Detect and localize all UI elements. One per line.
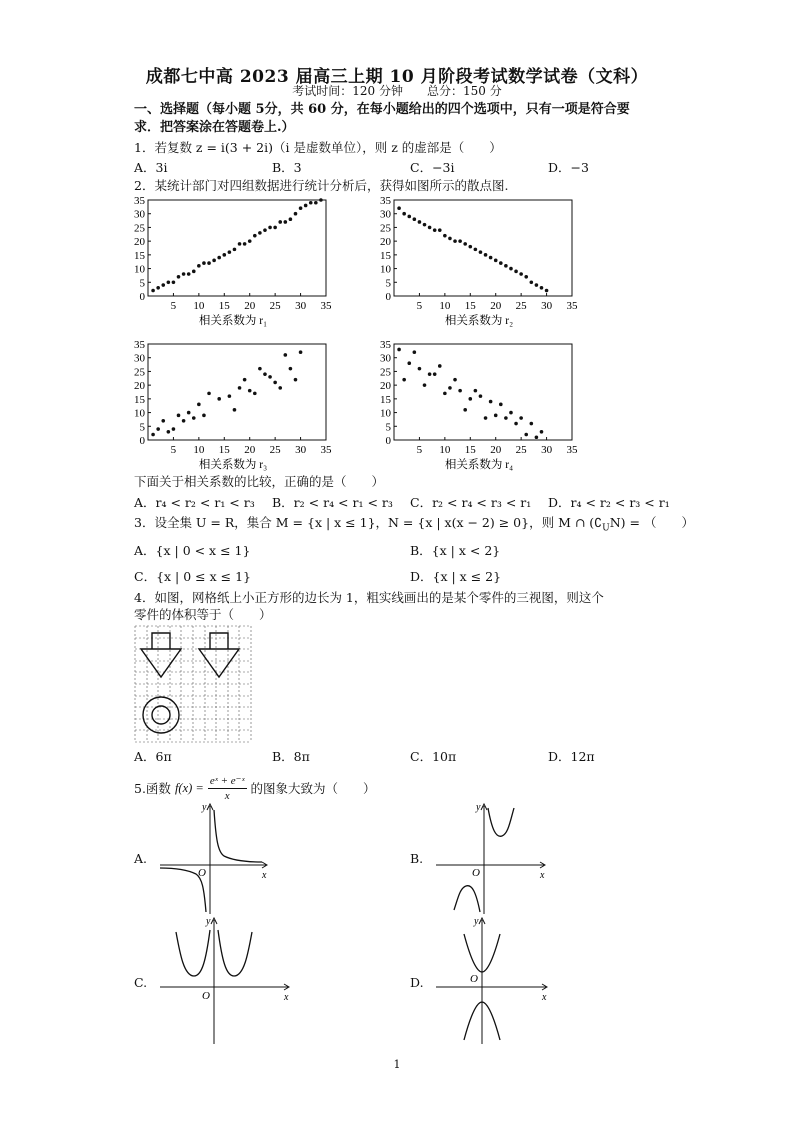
y-tick-label: 25 <box>380 366 391 379</box>
scatter-point <box>463 242 467 246</box>
x-tick-label: 15 <box>464 444 476 456</box>
scatter-point <box>545 289 549 293</box>
x-tick-label: 25 <box>515 300 527 312</box>
scatter-point <box>238 242 242 246</box>
scatter-point <box>217 256 221 260</box>
scatter-point <box>448 237 452 241</box>
q5-option-d-label[interactable]: D. <box>410 975 424 990</box>
x-axis-label: x <box>262 870 267 881</box>
scatter-point <box>407 361 411 365</box>
x-tick-label: 5 <box>416 444 423 456</box>
scatter-point <box>413 350 417 354</box>
scatter-point <box>248 389 252 393</box>
scatter-point <box>314 201 318 205</box>
y-axis-label: y <box>476 802 481 813</box>
scatter-point <box>172 280 176 284</box>
y-tick-label: 20 <box>134 236 145 249</box>
scatter-point <box>309 201 313 205</box>
scatter-point <box>202 261 206 265</box>
scatter-point <box>278 386 282 390</box>
scatter-point <box>319 198 323 202</box>
scatter-point <box>484 253 488 257</box>
y-tick-label: 10 <box>134 407 145 420</box>
q2-stem: 2．某统计部门对四组数据进行统计分析后，获得如图所示的散点图. <box>134 178 509 193</box>
plot-frame <box>394 200 572 296</box>
q5-suffix: 的图象大致为（ ） <box>250 781 376 796</box>
y-tick-label: 35 <box>380 195 391 207</box>
scatter-point <box>299 206 303 210</box>
y-tick-label: 5 <box>385 277 391 290</box>
curve-right-branch <box>488 808 514 836</box>
scatter-point <box>443 234 447 238</box>
y-tick-label: 25 <box>134 222 145 235</box>
scatter-point <box>172 427 176 431</box>
scatter-point <box>402 378 406 382</box>
y-tick-label: 15 <box>134 249 145 262</box>
origin-label: O <box>198 867 206 879</box>
q5-numerator: eˣ + e⁻ˣ <box>209 775 245 787</box>
q5-stem <box>134 774 376 803</box>
q5-function-name: f(x) = <box>174 781 204 795</box>
q3-option-c[interactable]: C．{x | 0 ≤ x ≤ 1} <box>134 569 251 584</box>
x-tick-label: 15 <box>464 300 476 312</box>
scatter-plot-r1 <box>112 194 342 332</box>
scatter-point <box>433 372 437 376</box>
q5-graph-b[interactable] <box>434 800 550 918</box>
scatter-point <box>458 389 462 393</box>
curve-right-branch <box>214 810 262 862</box>
scatter-point <box>438 364 442 368</box>
q2-option-d[interactable]: D．r₄ < r₂ < r₃ < r₁ <box>548 495 670 510</box>
y-tick-label: 20 <box>380 236 391 249</box>
x-axis-label: x <box>540 870 545 881</box>
scatter-point <box>258 231 262 235</box>
q2-option-b[interactable]: B．r₂ < r₄ < r₁ < r₃ <box>272 495 393 510</box>
x-axis-label: x <box>542 992 547 1003</box>
scatter-point <box>489 400 493 404</box>
scatter-point <box>278 220 282 224</box>
y-tick-label: 15 <box>134 393 145 406</box>
scatter-point <box>217 397 221 401</box>
scatter-point <box>284 353 288 357</box>
scatter-point <box>263 372 267 376</box>
scatter-point <box>479 394 483 398</box>
scatter-point <box>177 275 181 279</box>
scatter-point <box>284 220 288 224</box>
q3-stem-end: N) = （ ） <box>609 515 694 530</box>
q5-denominator: x <box>224 790 230 802</box>
q3-option-b[interactable]: B．{x | x < 2} <box>410 543 501 558</box>
x-axis-caption: 相关系数为 r₃ <box>198 459 268 471</box>
page-number: 1 <box>393 1058 401 1071</box>
q3-option-a[interactable]: A．{x | 0 < x ≤ 1} <box>134 543 251 558</box>
y-tick-label: 10 <box>134 263 145 276</box>
scatter-point <box>397 206 401 210</box>
scatter-point <box>177 414 181 418</box>
x-tick-label: 25 <box>515 444 527 456</box>
scatter-point <box>233 408 237 412</box>
y-tick-label: 5 <box>385 421 391 434</box>
curve-left-branch <box>176 930 210 976</box>
scatter-point <box>418 220 422 224</box>
scatter-point <box>514 422 518 426</box>
x-tick-label: 20 <box>244 300 256 312</box>
origin-label: O <box>470 973 478 985</box>
plot-frame <box>394 344 572 440</box>
scatter-point <box>289 217 293 221</box>
x-tick-label: 35 <box>566 300 578 312</box>
scatter-point <box>530 422 534 426</box>
scatter-point <box>197 264 201 268</box>
scatter-point <box>397 348 401 352</box>
scatter-point <box>187 411 191 415</box>
q2-option-c[interactable]: C．r₂ < r₄ < r₃ < r₁ <box>410 495 532 510</box>
curve-right-branch <box>218 930 252 976</box>
scatter-plot-r4 <box>358 338 588 476</box>
scatter-point <box>428 226 432 230</box>
scatter-point <box>294 378 298 382</box>
y-tick-label: 0 <box>139 291 145 303</box>
scatter-point <box>273 381 277 385</box>
scatter-point <box>540 286 544 290</box>
y-tick-label: 30 <box>380 352 391 365</box>
x-tick-label: 35 <box>566 444 578 456</box>
scatter-point <box>468 245 472 249</box>
scatter-point <box>448 386 452 390</box>
scatter-point <box>228 394 232 398</box>
y-axis-label: y <box>206 916 211 927</box>
y-tick-label: 0 <box>385 291 391 303</box>
scatter-point <box>222 253 226 257</box>
scatter-point <box>428 372 432 376</box>
q4-option-b[interactable]: B．8π <box>272 749 310 764</box>
scatter-point <box>458 239 462 243</box>
q5-graph-d[interactable] <box>434 914 554 1046</box>
scatter-point <box>228 250 232 254</box>
q3-stem-subscript: U <box>602 523 610 534</box>
q3-stem <box>134 514 694 538</box>
plot-frame <box>148 344 326 440</box>
y-tick-label: 0 <box>139 435 145 447</box>
q5-fraction <box>208 774 247 803</box>
scatter-point <box>151 433 155 437</box>
x-tick-label: 10 <box>193 444 205 456</box>
scatter-point <box>463 408 467 412</box>
section-heading-line2: 求．把答案涂在答题卷上.） <box>134 120 295 135</box>
x-tick-label: 10 <box>439 300 451 312</box>
x-axis-label: x <box>284 992 289 1003</box>
origin-label: O <box>472 867 480 879</box>
x-tick-label: 20 <box>244 444 256 456</box>
scatter-point <box>167 430 171 434</box>
q5-graph-a[interactable] <box>158 800 274 918</box>
scatter-point <box>294 212 298 216</box>
scatter-point <box>304 204 308 208</box>
scatter-point <box>192 270 196 274</box>
x-tick-label: 30 <box>541 444 553 456</box>
scatter-point <box>494 414 498 418</box>
y-tick-label: 35 <box>134 339 145 351</box>
scatter-point <box>212 259 216 263</box>
scatter-point <box>258 367 262 371</box>
scatter-point <box>540 430 544 434</box>
x-axis-caption: 相关系数为 r₂ <box>444 315 514 327</box>
scatter-point <box>494 259 498 263</box>
scatter-point <box>499 261 503 265</box>
scatter-point <box>161 419 165 423</box>
q1-option-d[interactable]: D．−3 <box>548 160 589 175</box>
scatter-point <box>509 267 513 271</box>
q1-option-b[interactable]: B．3 <box>272 160 302 175</box>
scatter-point <box>423 223 427 227</box>
y-tick-label: 5 <box>139 277 145 290</box>
three-view-grid-figure <box>134 625 252 743</box>
scatter-point <box>438 228 442 232</box>
x-tick-label: 30 <box>541 300 553 312</box>
scatter-point <box>167 280 171 284</box>
scatter-point <box>514 270 518 274</box>
scatter-point <box>161 283 165 287</box>
x-tick-label: 30 <box>295 444 307 456</box>
scatter-point <box>474 389 478 393</box>
x-tick-label: 15 <box>218 300 230 312</box>
scatter-point <box>243 242 247 246</box>
scatter-point <box>524 433 528 437</box>
exam-title: 成都七中高 2023 届高三上期 10 月阶段考试数学试卷（文科） <box>145 67 649 87</box>
scatter-point <box>238 386 242 390</box>
q1-stem: 1．若复数 z = i(3 + 2i)（i 是虚数单位），则 z 的虚部是（ ） <box>134 140 502 155</box>
x-tick-label: 30 <box>295 300 307 312</box>
scatter-point <box>197 403 201 407</box>
y-tick-label: 30 <box>134 208 145 221</box>
scatter-point <box>289 367 293 371</box>
y-axis-label: y <box>474 916 479 927</box>
x-tick-label: 10 <box>439 444 451 456</box>
q1-option-a[interactable]: A．3i <box>134 160 168 175</box>
x-tick-label: 35 <box>320 300 332 312</box>
scatter-point <box>202 414 206 418</box>
scatter-point <box>187 272 191 276</box>
q2-option-a[interactable]: A．r₄ < r₂ < r₁ < r₃ <box>134 495 255 510</box>
scatter-point <box>504 264 508 268</box>
q4-option-c[interactable]: C．10π <box>410 749 457 764</box>
scatter-plot-r2 <box>358 194 588 332</box>
top-view-outer-circle <box>143 697 179 733</box>
y-tick-label: 15 <box>380 249 391 262</box>
q4-stem-line2: 零件的体积等于（ ） <box>134 607 272 622</box>
y-tick-label: 0 <box>385 435 391 447</box>
origin-label: O <box>202 990 210 1002</box>
x-tick-label: 25 <box>269 300 281 312</box>
x-tick-label: 20 <box>490 444 502 456</box>
exam-subtitle: 考试时间：120 分钟 总分：150 分 <box>292 84 502 98</box>
scatter-point <box>402 212 406 216</box>
scatter-point <box>499 403 503 407</box>
scatter-point <box>192 416 196 420</box>
scatter-point <box>156 427 160 431</box>
scatter-point <box>443 392 447 396</box>
scatter-point <box>535 283 539 287</box>
y-tick-label: 15 <box>380 393 391 406</box>
scatter-point <box>509 411 513 415</box>
q5-option-c-label[interactable]: C. <box>134 975 148 990</box>
q5-prefix: 5.函数 <box>134 781 171 796</box>
y-tick-label: 30 <box>134 352 145 365</box>
q1-option-c[interactable]: C．−3i <box>410 160 455 175</box>
scatter-point <box>418 367 422 371</box>
scatter-point <box>504 416 508 420</box>
scatter-plot-r3 <box>112 338 342 476</box>
scatter-point <box>474 248 478 252</box>
y-tick-label: 10 <box>380 263 391 276</box>
y-tick-label: 20 <box>134 380 145 393</box>
scatter-point <box>453 378 457 382</box>
x-axis-caption: 相关系数为 r₄ <box>444 459 514 471</box>
scatter-point <box>248 239 252 243</box>
x-tick-label: 5 <box>170 300 177 312</box>
x-tick-label: 15 <box>218 444 230 456</box>
y-tick-label: 5 <box>139 421 145 434</box>
scatter-point <box>207 261 211 265</box>
q5-option-a-label[interactable]: A. <box>134 851 148 866</box>
curve-left-branch <box>454 886 480 912</box>
scatter-point <box>182 272 186 276</box>
scatter-point <box>182 419 186 423</box>
scatter-point <box>253 392 257 396</box>
q4-option-d[interactable]: D．12π <box>548 749 595 764</box>
scatter-point <box>423 383 427 387</box>
x-tick-label: 5 <box>170 444 177 456</box>
scatter-point <box>453 239 457 243</box>
scatter-point <box>413 217 417 221</box>
y-tick-label: 35 <box>380 339 391 351</box>
scatter-point <box>207 392 211 396</box>
scatter-point <box>524 275 528 279</box>
scatter-point <box>535 435 539 439</box>
scatter-point <box>407 215 411 219</box>
y-axis-label: y <box>202 802 207 813</box>
y-tick-label: 20 <box>380 380 391 393</box>
scatter-point <box>468 397 472 401</box>
y-tick-label: 35 <box>134 195 145 207</box>
scatter-point <box>263 228 267 232</box>
x-tick-label: 25 <box>269 444 281 456</box>
scatter-point <box>151 289 155 293</box>
x-tick-label: 35 <box>320 444 332 456</box>
q3-option-d[interactable]: D．{x | x ≤ 2} <box>410 569 502 584</box>
scatter-point <box>273 226 277 230</box>
scatter-point <box>519 272 523 276</box>
scatter-point <box>479 250 483 254</box>
x-tick-label: 5 <box>416 300 423 312</box>
q4-stem-line1: 4．如图，网格纸上小正方形的边长为 1，粗实线画出的是某个零件的三视图，则这个 <box>134 590 604 605</box>
scatter-point <box>156 286 160 290</box>
y-tick-label: 30 <box>380 208 391 221</box>
q3-stem-text: 3．设全集 U = R，集合 M = {x | x ≤ 1}，N = {x | x(x − 2) ≥ 0}，则 M ∩ (∁ <box>134 515 603 530</box>
scatter-point <box>268 375 272 379</box>
top-view-inner-circle <box>152 706 170 724</box>
x-tick-label: 10 <box>193 300 205 312</box>
scatter-point <box>433 228 437 232</box>
scatter-point <box>253 234 257 238</box>
scatter-point <box>519 416 523 420</box>
q4-option-a[interactable]: A．6π <box>134 749 172 764</box>
q2-followup: 下面关于相关系数的比较，正确的是（ ） <box>134 474 385 489</box>
q5-option-b-label[interactable]: B. <box>410 851 424 866</box>
y-tick-label: 10 <box>380 407 391 420</box>
scatter-point <box>484 416 488 420</box>
scatter-point <box>530 280 534 284</box>
q5-graph-c[interactable] <box>158 914 294 1046</box>
x-axis-caption: 相关系数为 r₁ <box>198 315 268 327</box>
scatter-point <box>233 248 237 252</box>
x-tick-label: 20 <box>490 300 502 312</box>
scatter-point <box>268 226 272 230</box>
scatter-point <box>489 256 493 260</box>
scatter-point <box>299 350 303 354</box>
y-tick-label: 25 <box>380 222 391 235</box>
scatter-point <box>243 378 247 382</box>
section-heading-line1: 一、选择题（每小题 5分，共 60 分，在每小题给出的四个选项中，只有一项是符合要 <box>134 102 630 117</box>
y-tick-label: 25 <box>134 366 145 379</box>
